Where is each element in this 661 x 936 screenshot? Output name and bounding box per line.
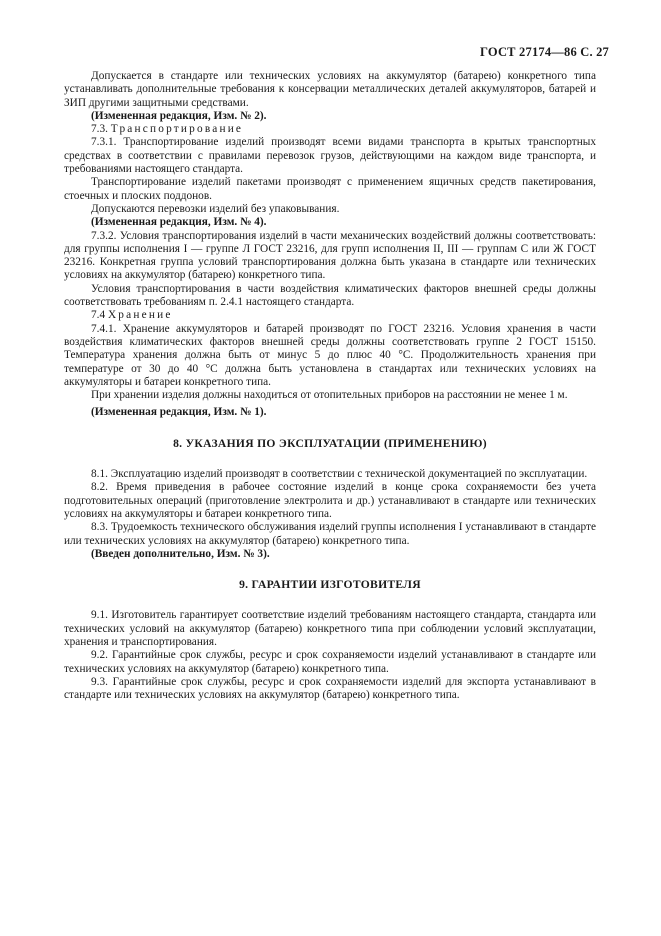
document-body [64, 70, 596, 702]
amendment-note: (Введен дополнительно, Изм. № 3). [91, 547, 270, 560]
section-heading: 9. ГАРАНТИИ ИЗГОТОВИТЕЛЯ [239, 578, 421, 592]
subsection-title [64, 309, 596, 322]
paragraph: Допускается в стандарте или технических условиях на аккумулятор (батарею) конкретного типа устанавливать дополнительные требования к консервации металлических деталей аккумуляторов, батарей и ЗИП другими защитными средствами. [64, 70, 596, 109]
paragraph: Транспортирование изделий пакетами производят с применением ящичных средств пакетирования, стоечных и плоских поддонов. [64, 176, 596, 202]
subsection-number: 7.4 [91, 309, 106, 322]
subsection-number: 7.3. [91, 123, 108, 136]
paragraph: Допускаются перевозки изделий без упаковывания. [91, 202, 340, 215]
amendment-note: (Измененная редакция, Изм. № 2). [91, 109, 267, 122]
amendment-note: (Измененная редакция, Изм. № 1). [91, 406, 267, 419]
paragraph: 8.3. Трудоемкость технического обслуживания изделий группы исполнения I устанавливают в стандарте или технических условиях на аккумулятор (батарею) конкретного типа. [64, 521, 596, 547]
paragraph: 8.1. Эксплуатацию изделий производят в соответствии с технической документацией по эксплуатации. [91, 468, 588, 481]
paragraph: 9.3. Гарантийные срок службы, ресурс и срок сохраняемости изделий для экспорта устанавливают в стандарте или технических условиях на аккумулятор (батарею) конкретного типа. [64, 675, 596, 702]
paragraph: 8.2. Время приведения в рабочее состояние изделий в конце срока сохраняемости без учета подготовительных операций (приготовление электролита и др.) устанавливают в стандарте или технических условиях на аккумуляторы и батареи конкретного типа. [64, 481, 596, 520]
paragraph: 9.2. Гарантийные срок службы, ресурс и срок сохраняемости изделий устанавливают в стандарте или технических условиях на аккумулятор (батарею) конкретного типа. [64, 649, 596, 675]
paragraph: 9.1. Изготовитель гарантирует соответствие изделий требованиям настоящего стандарта, стандарта или технических условий на аккумулятор (батарею) конкретного типа при соблюдении условий эксплуатации, хранения и транспортирования. [64, 609, 596, 648]
paragraph: Условия транспортирования в части воздействия климатических факторов внешней среды должны соответствовать требованиям п. 2.4.1 настоящего стандарта. [64, 282, 596, 309]
paragraph: При хранении изделия должны находиться от отопительных приборов на расстоянии не менее 1 м. [91, 389, 568, 402]
running-header: ГОСТ 27174—86 С. 27 [480, 45, 609, 59]
section-heading: 8. УКАЗАНИЯ ПО ЭКСПЛУАТАЦИИ (ПРИМЕНЕНИЮ) [173, 436, 487, 450]
paragraph: 7.3.2. Условия транспортирования изделий в части механических воздействий должны соответствовать: для группы исполнения I — группе Л ГОСТ 23216, для групп исполнения II, III — группам С или Ж ГОСТ 23216. Конкретная группа условий транспортирования должна быть указана в стандарте или технических условиях на аккумулятор (батарею) конкретного типа. [64, 229, 596, 282]
amendment-note: (Измененная редакция, Изм. № 4). [91, 216, 267, 229]
paragraph: 7.3.1. Транспортирование изделий производят всеми видами транспорта в крытых транспортных средствах в соответствии с правилами перевозок грузов, действующими на каждом виде транспорта, и требованиями настоящего стандарта. [64, 136, 596, 176]
subsection-label: Хранение [107, 309, 173, 322]
subsection-title [64, 123, 596, 136]
subsection-label: Транспортирование [110, 123, 244, 136]
paragraph: 7.4.1. Хранение аккумуляторов и батарей производят по ГОСТ 23216. Условия хранения в части воздействия климатических факторов внешней среды должны соответствовать группе 2 ГОСТ 15150. Температура хранения должна быть от минус 5 до плюс 40 °С. Продолжительность хранения при температуре от 30 до 40 °С должна быть установлена в стандартах или технических условиях на аккумуляторы и батареи конкретного типа. [64, 322, 596, 388]
